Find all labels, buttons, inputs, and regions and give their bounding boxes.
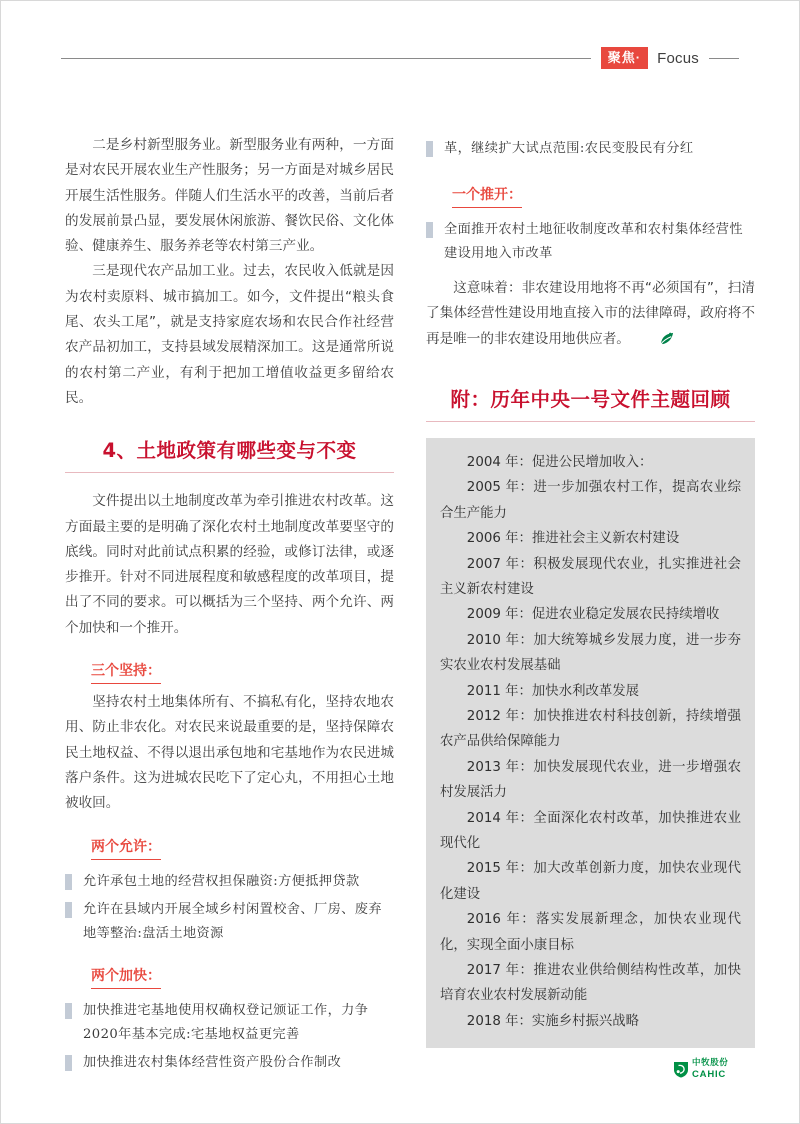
timeline-row: 2016 年：落实发展新理念，加快农业现代化，实现全面小康目标: [440, 912, 741, 953]
sub-label-one-rollout: 一个推开：: [452, 185, 522, 208]
timeline-row: 2012 年：加快推进农村科技创新，持续增强农产品供给保障能力: [440, 708, 741, 750]
section-heading-text: 4、土地政策有哪些变与不变: [102, 439, 357, 463]
header-rule-left: [61, 58, 591, 59]
header-focus-label: Focus: [657, 49, 699, 67]
sub-label-one-rollout-wrap: [426, 165, 755, 214]
timeline-row: 2007 年：积极发展现代农业，扎实推进社会主义新农村建设: [440, 556, 741, 597]
logo-english-name: CAHIC: [692, 1068, 727, 1080]
paragraph-land-reform-intro: 文件提出以土地制度改革为牵引推进农村改革。这方面最主要的是明确了深化农村土地制度改革要坚守的底线。同时对此前试点积累的经验，或修订法律，或逐步推开。针对不同进展程度和敏感程度的改革项目，提出了不同的要求。可以概括为三个坚持、两个允许、两个加快和一个推开。: [65, 493, 394, 636]
appendix-heading-text: 附：历年中央一号文件主题回顾: [450, 387, 731, 411]
timeline-row: 2005 年：进一步加强农村工作，提高农业综合生产能力: [440, 480, 741, 521]
section-heading-land-policy: [65, 437, 394, 473]
left-column: [65, 133, 394, 1075]
section-heading-underline: [65, 472, 394, 473]
sub-label-two-accelerations: 两个加快：: [91, 966, 161, 989]
cahic-logo-icon: [673, 1061, 689, 1078]
two-column-body: [65, 133, 755, 1075]
paragraph-agri-processing: 三是现代农产品加工业。过去，农民收入低就是因为农村卖原料、城市搞加工。如今，文件提出“粮头食尾、农头工尾”，就是支持家庭农场和农民合作社经营农产品初加工，支持县域发展精深加工。这是通常所说的农村第二产业，有利于把加工增值收益更多留给农民。: [65, 263, 394, 406]
paragraph-meaning: [426, 276, 755, 352]
paragraph-rural-services: 二是乡村新型服务业。新型服务业有两种，一方面是对农民开展农业生产性服务；另一方面是对城乡居民开展生活性服务。伴随人们生活水平的改善，当前后者的发展前景凸显，要发展休闲旅游、餐饮民俗、文化体验、健康养生、服务养老等农村第三产业。: [65, 137, 394, 255]
right-column: [426, 133, 755, 1075]
leaf-icon: [633, 329, 648, 342]
timeline-row: 2006 年：推进社会主义新农村建设: [466, 531, 680, 547]
appendix-heading: [426, 386, 755, 422]
list-item: 允许在县域内开展全域乡村闲置校舍、厂房、废弃地等整治:盘活土地资源: [65, 898, 394, 946]
timeline-row: 2011 年：加快水利改革发展: [466, 683, 640, 699]
timeline-row: 2010 年：加大统筹城乡发展力度，进一步夯实农业农村发展基础: [440, 632, 741, 674]
timeline-row: 2013 年：加快发展现代农业，进一步增强农村发展活力: [440, 759, 741, 801]
timeline-row: 2017 年：推进农业供给侧结构性改革，加快培育农业农村发展新动能: [440, 963, 741, 1004]
sub-label-two-permissions: 两个允许：: [91, 837, 161, 860]
list-item-continued: 革，继续扩大试点范围:农民变股民有分红: [426, 137, 755, 161]
timeline-row: 2015 年：加大改革创新力度，加快农业现代化建设: [440, 861, 741, 902]
header-rule-right: [709, 58, 739, 59]
running-head: [61, 47, 739, 69]
timeline-row: 2014 年：全面深化农村改革，加快推进农业现代化: [440, 810, 741, 851]
footer-logo: [673, 1059, 728, 1079]
paragraph-meaning-text: 这意味着：非农建设用地将不再“必须国有”，扫清了集体经营性建设用地直接入市的法律障碍，政府将不再是唯一的非农建设用地供应者。: [426, 280, 755, 347]
sub-label-two-permissions-wrap: [65, 817, 394, 866]
timeline-row: 2018 年：实施乡村振兴战略: [466, 1013, 640, 1029]
sub-label-three-adherences-wrap: [65, 641, 394, 690]
cahic-logo-wordmark: [692, 1059, 728, 1079]
list-item: 加快推进农村集体经营性资产股份合作制改: [65, 1051, 394, 1075]
appendix-heading-underline: [426, 421, 755, 422]
list-item: 全面推开农村土地征收制度改革和农村集体经营性建设用地入市改革: [426, 218, 755, 266]
paragraph-three-adherences: 坚持农村土地集体所有、不搞私有化，坚持农地农用、防止非农化。对农民来说最重要的是，坚持保障农民土地权益、不得以退出承包地和宅基地作为农民进城落户条件。这为进城农民吃下了定心丸，不用担心土地被收回。: [65, 694, 394, 812]
sub-label-two-accelerations-wrap: [65, 946, 394, 995]
timeline-row: 2009 年：促进农业稳定发展农民持续增收: [466, 607, 720, 623]
timeline-row: 2004 年：促进公民增加收入：: [466, 454, 653, 470]
header-badge: 聚焦·: [601, 47, 648, 69]
list-item: 加快推进宅基地使用权确权登记颁证工作，力争2020年基本完成:宅基地权益更完善: [65, 999, 394, 1047]
list-item: 允许承包土地的经营权担保融资:方便抵押贷款: [65, 870, 394, 894]
timeline-box: [426, 438, 755, 1048]
logo-chinese-name: 中牧股份: [692, 1058, 729, 1068]
sub-label-three-adherences: 三个坚持：: [91, 661, 161, 684]
